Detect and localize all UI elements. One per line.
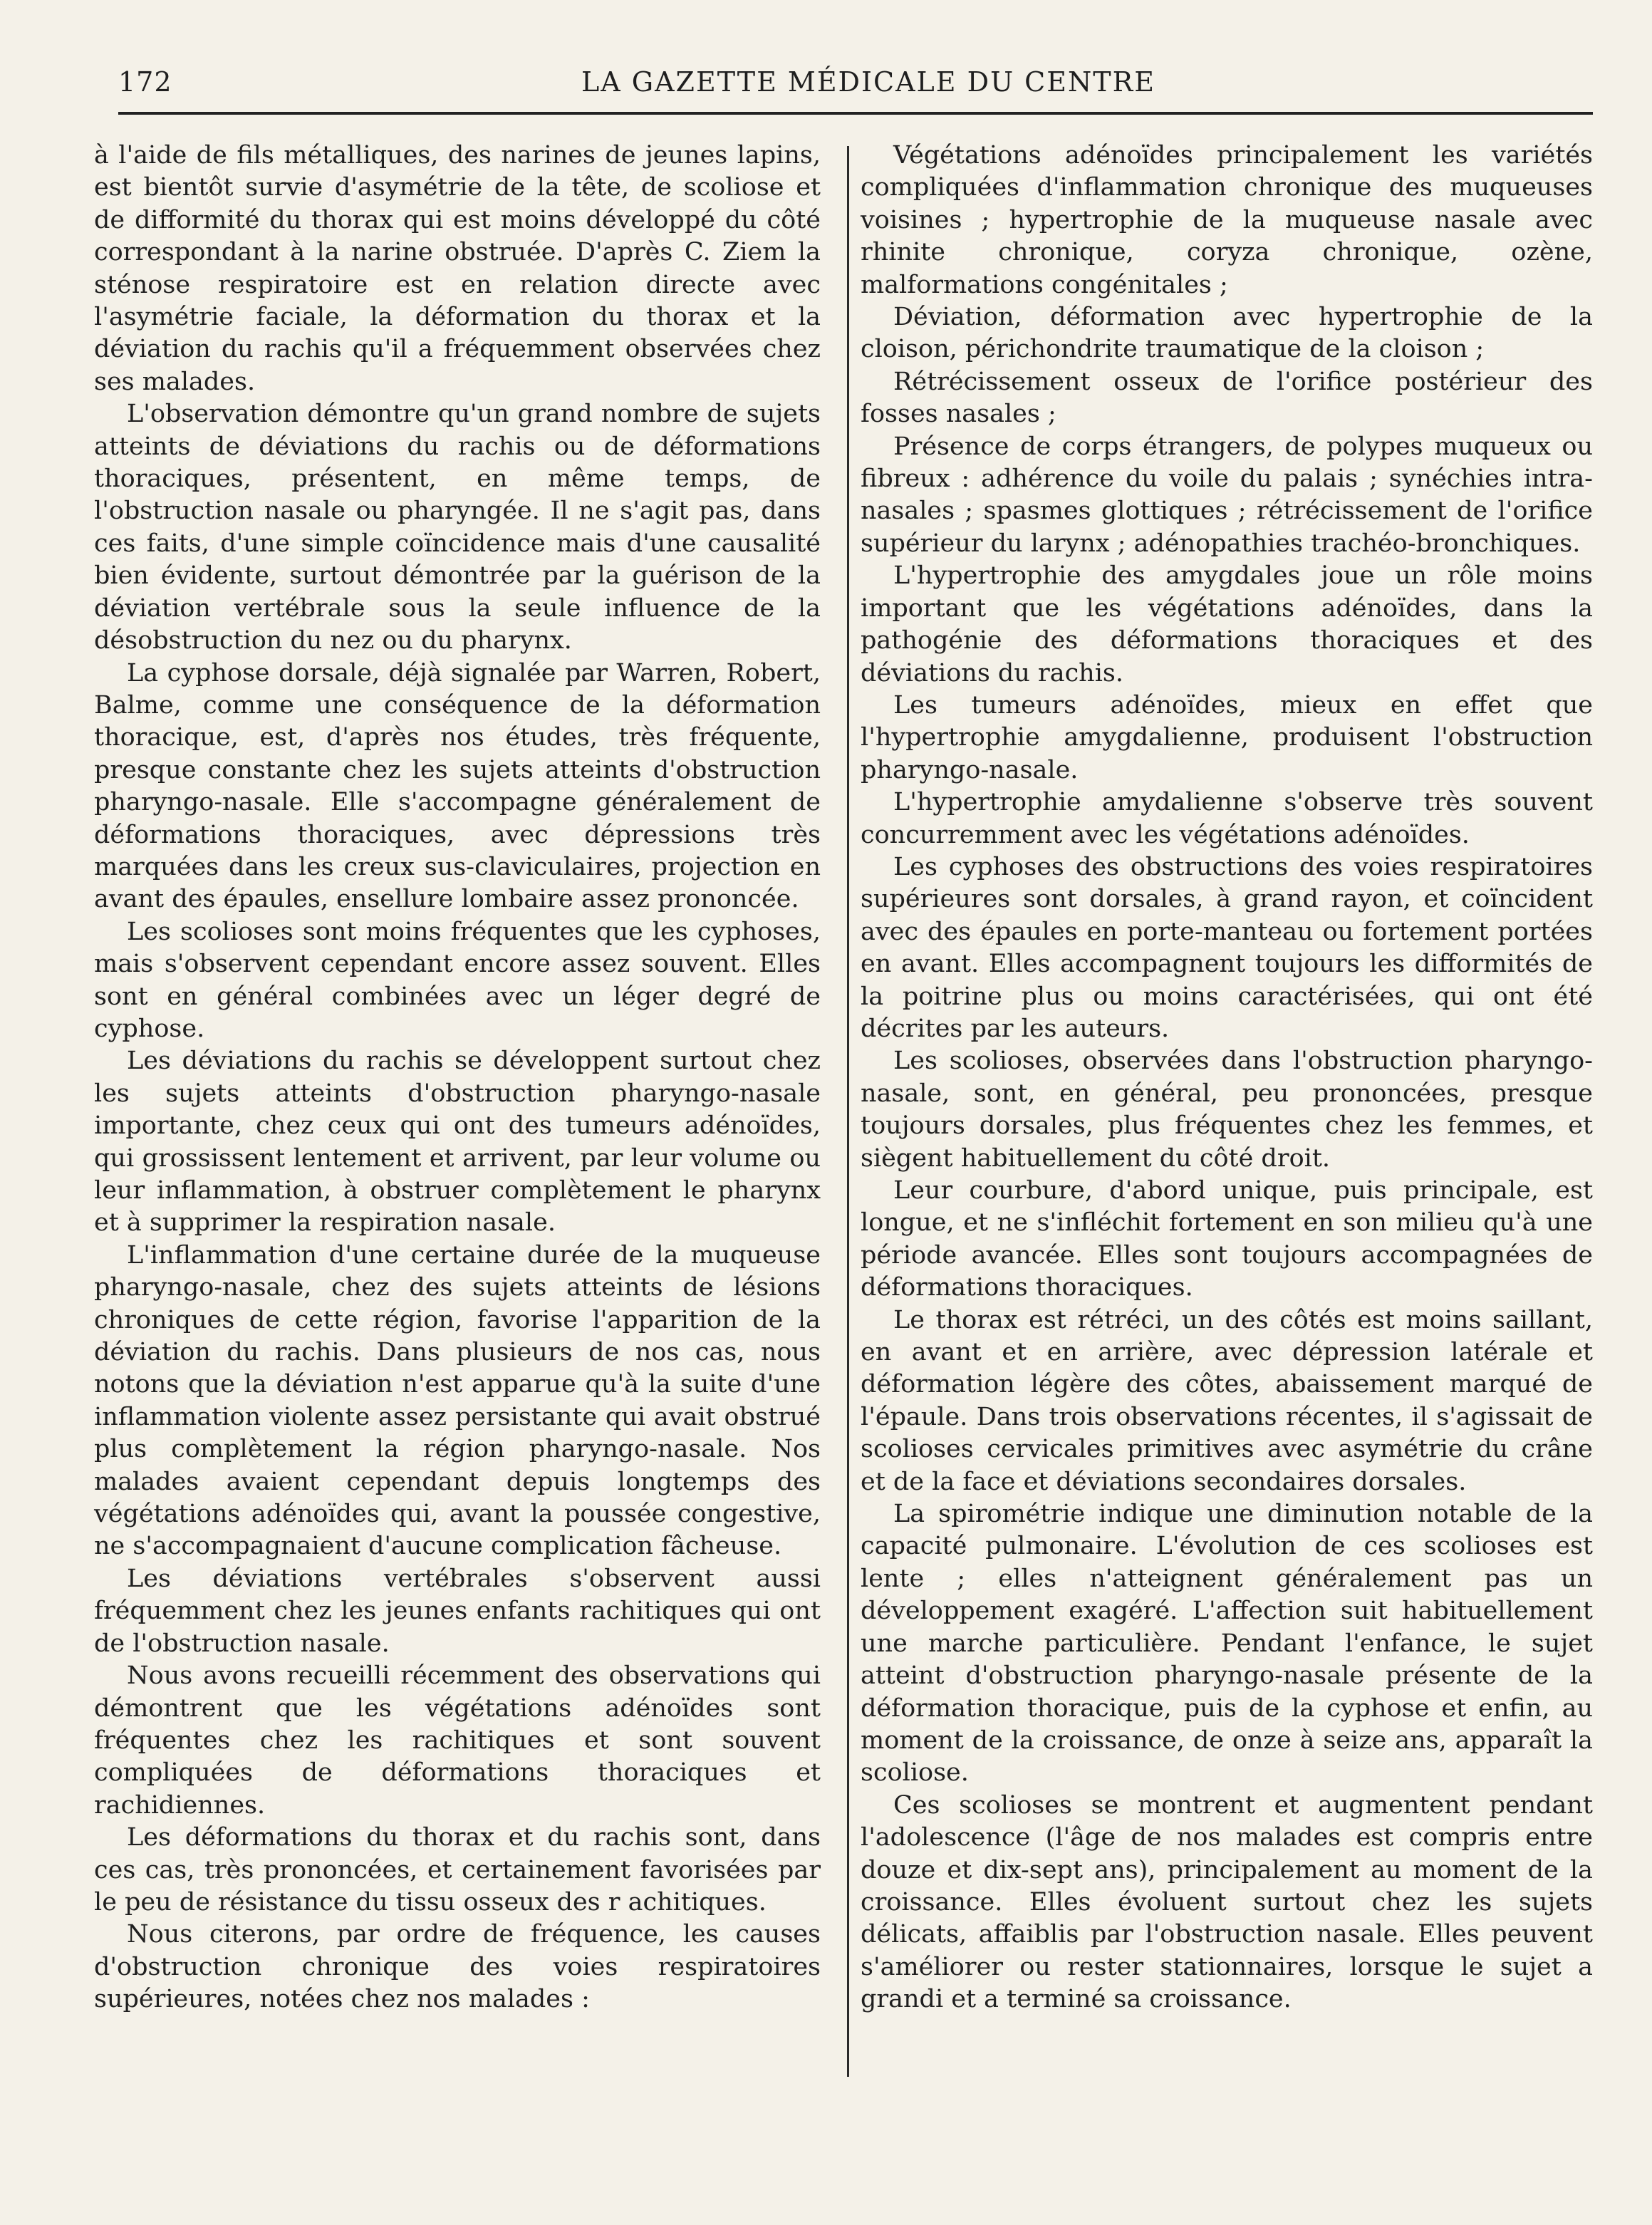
paragraph: Les déviations du rachis se développent surtout chez les sujets atteints d'obstruction pharyngo-nasale importante, chez ceux qui ont des tumeurs adénoïdes, qui grossissent lentement et arrivent, par leur volume ou leur inflammation, à obstruer complètement le pharynx et à supprimer la respiration nasale.	[94, 1047, 821, 1238]
paragraph: Leur courbure, d'abord unique, puis principale, est longue, et ne s'infléchit fortement en son milieu qu'à une période avancée. Elles sont toujours accompagnées de déformations thoraciques.	[861, 1176, 1593, 1302]
paragraph: Présence de corps étrangers, de polypes muqueux ou fibreux : adhérence du voile du palais ; synéchies intra-nasales ; spasmes glottiques ; rétrécissement de l'orifice supérieur du larynx ; adénopathies trachéo-bronchiques.	[861, 432, 1593, 558]
page-header	[118, 64, 1593, 107]
paragraph: Végétations adénoïdes principalement les variétés compliquées d'inflammation chronique des muqueuses voisines ; hypertrophie de la muqueuse nasale avec rhinite chronique, coryza chronique, ozène, malformations congénitales ;	[861, 141, 1593, 299]
paragraph: L'hypertrophie amydalienne s'observe très souvent concurremment avec les végétations adénoïdes.	[861, 788, 1593, 849]
paragraph: L'inflammation d'une certaine durée de la muqueuse pharyngo-nasale, chez des sujets atteints de lésions chroniques de cette région, favorise l'apparition de la déviation du rachis. Dans plusieurs de nos cas, nous notons que la déviation n'est apparue qu'à la suite d'une inflammation violente assez persistante qui avait obstrué plus complètement la région pharyngo-nasale. Nos malades avaient cependant depuis longtemps des végétations adénoïdes qui, avant la poussée congestive, ne s'accompagnaient d'aucune complication fâcheuse.	[94, 1240, 821, 1561]
paragraph: Les scolioses sont moins fréquentes que les cyphoses, mais s'observent cependant encore assez souvent. Elles sont en général combinées avec un léger degré de cyphose.	[94, 917, 821, 1043]
running-title: LA GAZETTE MÉDICALE DU CENTRE	[581, 66, 1155, 98]
paragraph: à l'aide de fils métalliques, des narines de jeunes lapins, est bientôt survie d'asymétrie de la tête, de scoliose et de difformité du thorax qui est moins développé du côté correspondant à la narine obstruée. D'après C. Ziem la sténose respiratoire est en relation directe avec l'asymétrie faciale, la déformation du thorax et la déviation du rachis qu'il a fréquemment observées chez ses malades.	[94, 141, 821, 396]
paragraph: L'observation démontre qu'un grand nombre de sujets atteints de déviations du rachis ou de déformations thoraciques, présentent, en même temps, de l'obstruction nasale ou pharyngée. Il ne s'agit pas, dans ces faits, d'une simple coïncidence mais d'une causalité bien évidente, surtout démontrée par la guérison de la déviation vertébrale sous la seule influence de la désobstruction du nez ou du pharynx.	[94, 400, 821, 655]
paragraph: L'hypertrophie des amygdales joue un rôle moins important que les végétations adénoïdes, dans la pathogénie des déformations thoraciques et des déviations du rachis.	[861, 561, 1593, 688]
paragraph: Le thorax est rétréci, un des côtés est moins saillant, en avant et en arrière, avec dépression latérale et déformation légère des côtes, abaissement marqué de l'épaule. Dans trois observations récentes, il s'agissait de scolioses cervicales primitives avec asymétrie du crâne et de la face et déviations secondaires dorsales.	[861, 1305, 1593, 1496]
paragraph: La cyphose dorsale, déjà signalée par Warren, Robert, Balme, comme une conséquence de la déformation thoracique, est, d'après nos études, très fréquente, presque constante chez les sujets atteints d'obstruction pharyngo-nasale. Elle s'accompagne généralement de déformations thoraciques, avec dépressions très marquées dans les creux sus-claviculaires, projection en avant des épaules, ensellure lombaire assez prononcée.	[94, 658, 821, 914]
paragraph: Les déviations vertébrales s'observent aussi fréquemment chez les jeunes enfants rachitiques qui ont de l'obstruction nasale.	[94, 1564, 821, 1658]
paragraph: Les déformations du thorax et du rachis sont, dans ces cas, très prononcées, et certainement favorisées par le peu de résistance du tissu osseux des r achitiques.	[94, 1823, 821, 1917]
paragraph: Les tumeurs adénoïdes, mieux en effet que l'hypertrophie amygdalienne, produisent l'obstruction pharyngo-nasale.	[861, 690, 1593, 784]
paragraph: La spirométrie indique une diminution notable de la capacité pulmonaire. L'évolution de ces scolioses est lente ; elles n'atteignent généralement pas un développement exagéré. L'affection suit habituellement une marche particulière. Pendant l'enfance, le sujet atteint d'obstruction pharyngo-nasale présente de la déformation thoracique, puis de la cyphose et enfin, au moment de la croissance, de onze à seize ans, apparaît la scoliose.	[861, 1500, 1593, 1788]
paragraph: Les scolioses, observées dans l'obstruction pharyngo-nasale, sont, en général, peu prononcées, presque toujours dorsales, plus fréquentes chez les femmes, et siègent habituellement du côté droit.	[861, 1047, 1593, 1173]
header-rule	[118, 112, 1593, 115]
paragraph: Nous citerons, par ordre de fréquence, les causes d'obstruction chronique des voies respiratoires supérieures, notées chez nos malades :	[94, 1920, 821, 2014]
right-column	[861, 140, 1593, 2016]
paragraph: Ces scolioses se montrent et augmentent pendant l'adolescence (l'âge de nos malades est compris entre douze et dix-sept ans), principalement au moment de la croissance. Elles évoluent surtout chez les sujets délicats, affaiblis par l'obstruction nasale. Elles peuvent s'améliorer ou rester stationnaires, lorsque le sujet a grandi et a terminé sa croissance.	[861, 1790, 1593, 2014]
left-column	[94, 140, 821, 2016]
paragraph: Nous avons recueilli récemment des observations qui démontrent que les végétations adénoïdes sont fréquentes chez les rachitiques et sont souvent compliquées de déformations thoraciques et rachidiennes.	[94, 1661, 821, 1820]
paragraph: Rétrécissement osseux de l'orifice postérieur des fosses nasales ;	[861, 367, 1593, 429]
page-number: 172	[118, 66, 172, 98]
paragraph: Les cyphoses des obstructions des voies respiratoires supérieures sont dorsales, à grand rayon, et coïncident avec des épaules en porte-manteau ou fortement portées en avant. Elles accompagnent toujours les difformités de la poitrine plus ou moins caractérisées, qui ont été décrites par les auteurs.	[861, 852, 1593, 1043]
column-divider	[847, 146, 849, 2077]
paragraph: Déviation, déformation avec hypertrophie de la cloison, périchondrite traumatique de la cloison ;	[861, 303, 1593, 364]
